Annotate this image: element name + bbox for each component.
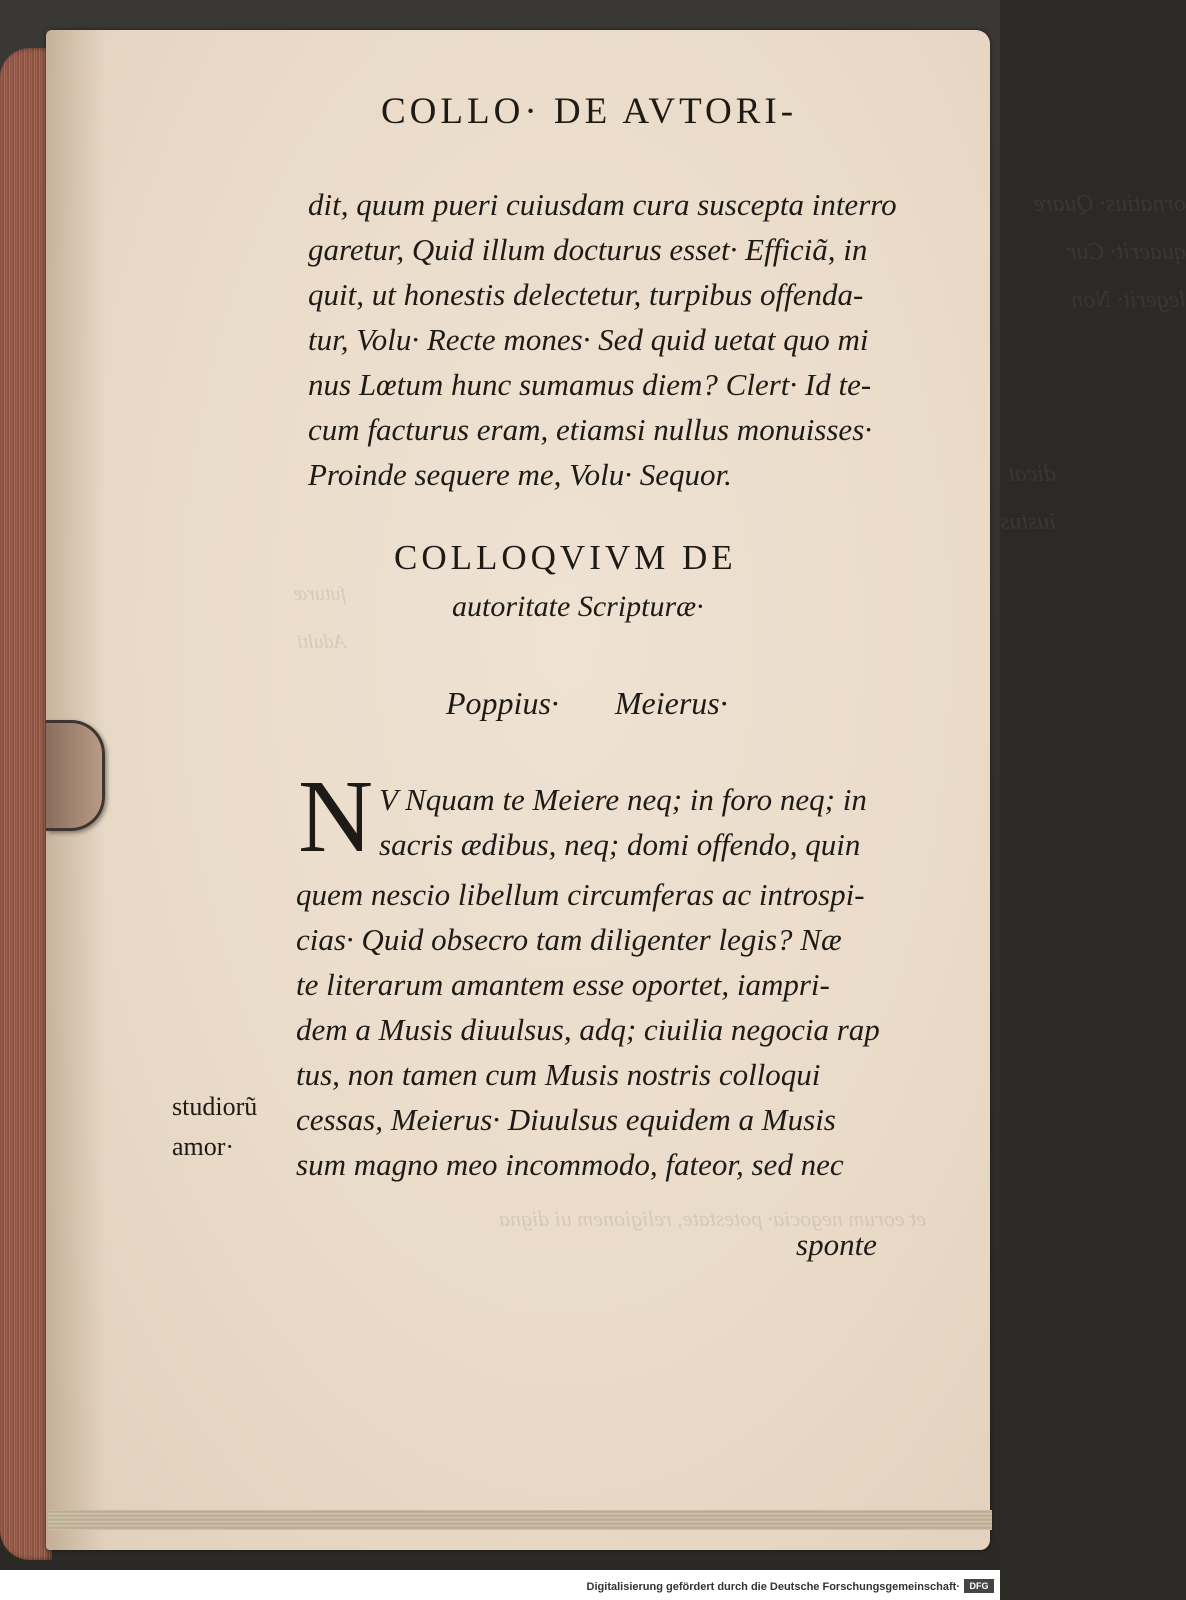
book-fore-edge — [0, 48, 52, 1560]
text-line: dit, quum pueri cuiusdam cura suscepta interro — [308, 187, 897, 222]
section-title: COLLOQVIVM DE — [394, 538, 737, 577]
speaker-name: Meierus· — [614, 685, 728, 721]
text-line: sum magno meo incommodo, fateor, sed nec — [296, 1147, 844, 1182]
page-text — [46, 30, 990, 1550]
continuation-paragraph — [308, 182, 897, 497]
text-line: V Nquam te Meiere neq; in foro neq; in — [379, 782, 867, 817]
digitization-credit: Digitalisierung gefördert durch die Deutsche Forschungsgemeinschaft· — [586, 1581, 960, 1593]
speaker-list — [446, 685, 776, 722]
show-through-text: ornatius· Quare quaerit· Cur legerit· Non — [1033, 191, 1186, 313]
text-line: tur, Volu· Recte mones· Sed quid uetat quo mi — [308, 322, 869, 357]
text-line: cum facturus eram, etiamsi nullus monuisses· — [308, 412, 873, 447]
catchword: sponte — [796, 1227, 877, 1262]
text-line: quit, ut honestis delectetur, turpibus offenda- — [308, 277, 864, 312]
text-line: cessas, Meierus· Diuulsus equidem a Musis — [296, 1102, 836, 1137]
page-stack-edge — [48, 1510, 992, 1530]
dfg-logo-icon: DFG — [964, 1579, 994, 1593]
dialogue-paragraph — [296, 872, 880, 1187]
show-through-text: et eorum negocia· potestate, religionem ui digna — [499, 1206, 926, 1231]
book-page — [46, 30, 1186, 1550]
text-line: tus, non tamen cum Musis nostris colloqui — [296, 1057, 821, 1092]
text-line: sacris ædibus, neq; domi offendo, quin — [379, 827, 861, 862]
running-head: COLLO· DE AVTORI- — [381, 91, 798, 132]
text-line: Proinde sequere me, Volu· Sequor. — [308, 457, 732, 492]
text-line: cias· Quid obsecro tam diligenter legis? Næ — [296, 922, 842, 957]
text-line: dem a Musis diuulsus, adq; ciuilia negocia rap — [296, 1012, 880, 1047]
marginal-note-line: amor· — [172, 1132, 235, 1161]
drop-cap-initial: N — [298, 759, 374, 874]
section-subtitle: autoritate Scripturæ· — [452, 590, 704, 623]
text-line: garetur, Quid illum docturus esset· Efficiã, in — [308, 232, 868, 267]
text-line: te literarum amantem esse oportet, iampri- — [296, 967, 830, 1002]
text-line: quem nescio libellum circumferas ac introspi- — [296, 877, 865, 912]
text-line: nus Lœtum hunc sumamus diem? Clert· Id te- — [308, 367, 872, 402]
show-through-text: futuræ Adulti — [293, 583, 346, 653]
marginal-note — [172, 1087, 257, 1167]
speaker-name: Poppius· — [446, 685, 559, 721]
show-through-text: dicat iustus — [999, 461, 1056, 535]
marginal-note-line: studiorũ — [172, 1092, 258, 1121]
